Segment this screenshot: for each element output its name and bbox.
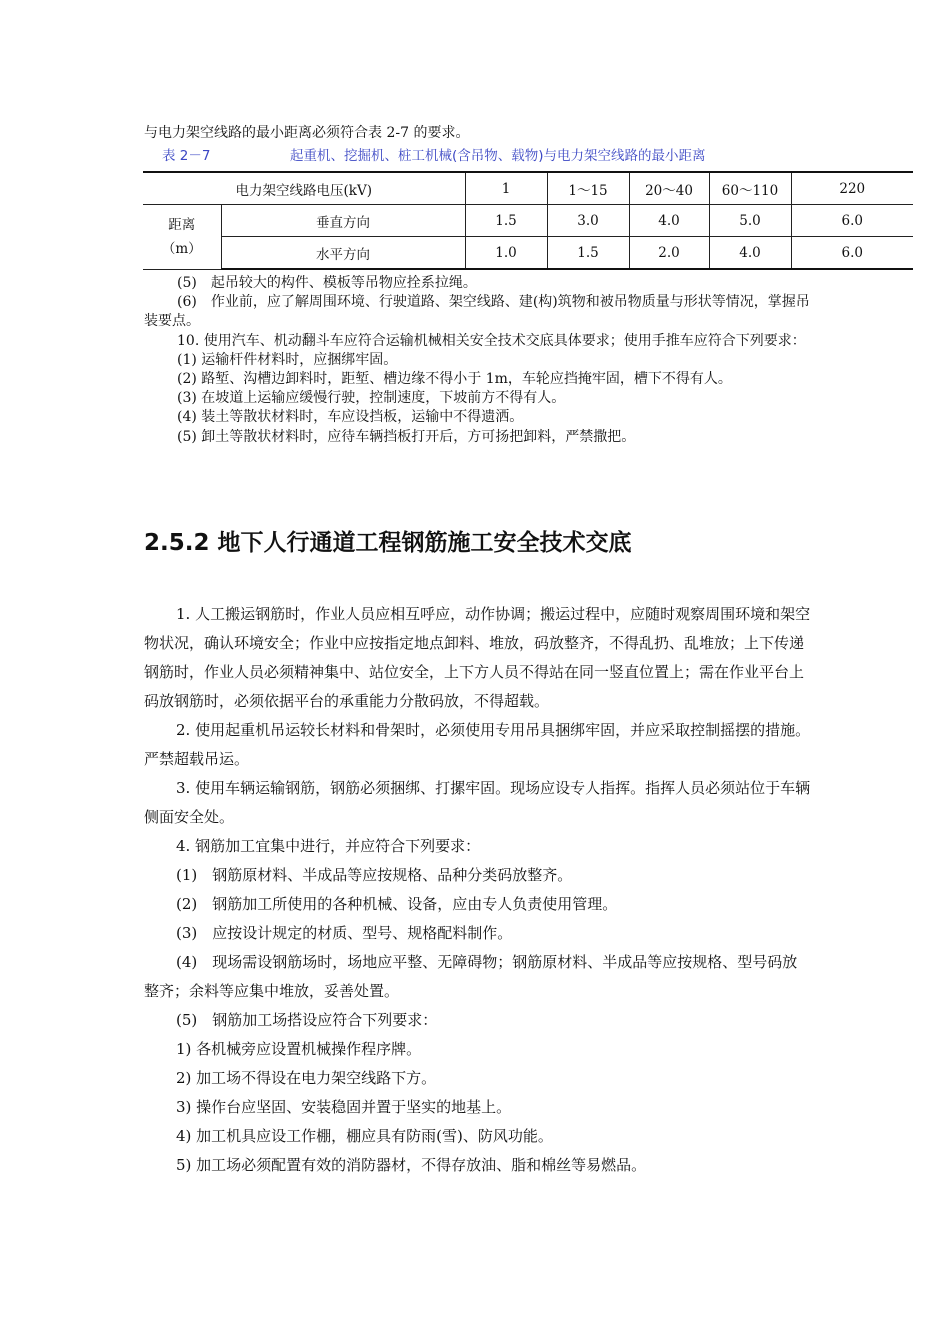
- table-row-horizontal: [143, 237, 913, 270]
- value-cell: 2.0: [629, 237, 709, 270]
- value-cell: 1.5: [465, 205, 547, 237]
- paragraph: (4) 现场需设钢筋场时，场地应平整、无障碍物；钢筋原材料、半成品等应按规格、型号码放整齐；余料等应集中堆放，妥善处置。: [144, 953, 798, 1000]
- value-cell: 4.0: [629, 205, 709, 237]
- table-row-vertical: [143, 205, 913, 237]
- min-distance-table: [143, 171, 913, 270]
- value-cell: 6.0: [791, 205, 913, 237]
- paragraph: (5) 起吊较大的构件、模板等吊物应拴系拉绳。: [177, 275, 477, 291]
- voltage-header-cell: 电力架空线路电压(kV): [143, 172, 465, 205]
- paragraph: 2. 使用起重机吊运较长材料和骨架时，必须使用专用吊具捆绑牢固，并应采取控制摇摆的措施。严禁超载吊运。: [144, 721, 811, 768]
- voltage-cell: 1～15: [547, 172, 629, 205]
- paragraph: 4. 钢筋加工宜集中进行，并应符合下列要求：: [176, 837, 481, 855]
- paragraph: 1) 各机械旁应设置机械操作程序牌。: [176, 1040, 422, 1058]
- table-caption-number: 表 2－7: [162, 148, 211, 164]
- voltage-cell: 60～110: [709, 172, 791, 205]
- value-cell: 4.0: [709, 237, 791, 270]
- paragraph: (6) 作业前，应了解周围环境、行驶道路、架空线路、建(构)筑物和被吊物质量与形状等情况，掌握吊装要点。: [144, 294, 810, 330]
- section-heading: 2.5.2 地下人行通道工程钢筋施工安全技术交底: [144, 530, 632, 556]
- value-cell: 3.0: [547, 205, 629, 237]
- paragraph: 10. 使用汽车、机动翻斗车应符合运输机械相关安全技术交底具体要求；使用手推车应符合下列要求：: [177, 332, 806, 349]
- rebar-safety-rules: [144, 600, 812, 1180]
- paragraph: (2) 路堑、沟槽边卸料时，距堑、槽边缘不得小于 1m，车轮应挡掩牢固，槽下不得有人。: [177, 371, 732, 388]
- value-cell: 1.0: [465, 237, 547, 270]
- paragraph: (1) 钢筋原材料、半成品等应按规格、品种分类码放整齐。: [176, 866, 573, 884]
- distance-label: 距离: [168, 216, 196, 233]
- vertical-label-cell: 垂直方向: [221, 205, 465, 237]
- table-header-row: [143, 172, 913, 205]
- paragraph: (5) 钢筋加工场搭设应符合下列要求：: [176, 1011, 438, 1029]
- voltage-cell: 220: [791, 172, 913, 205]
- value-cell: 1.5: [547, 237, 629, 270]
- table-caption: [162, 144, 782, 164]
- paragraph: 5) 加工场必须配置有效的消防器材，不得存放油、脂和棉丝等易燃品。: [176, 1156, 647, 1174]
- paragraph: (5) 卸土等散状材料时，应待车辆挡板打开后，方可扬把卸料，严禁撒把。: [177, 428, 636, 445]
- table-caption-title: 起重机、挖掘机、桩工机械(含吊物、载物)与电力架空线路的最小距离: [290, 148, 706, 164]
- paragraph: 1. 人工搬运钢筋时，作业人员应相互呼应，动作协调；搬运过程中，应随时观察周围环境和架空物状况，确认环境安全；作业中应按指定地点卸料、堆放，码放整齐，不得乱扔、乱堆放；上下传递钢筋时，作业人员必须精神集中、站位安全，上下方人员不得站在同一竖直位置上；需在作业平台上码放钢筋时，必须依据平台的承重能力分散码放，不得超载。: [144, 605, 811, 710]
- paragraph: (3) 应按设计规定的材质、型号、规格配料制作。: [176, 924, 513, 942]
- paragraph: (2) 钢筋加工所使用的各种机械、设备，应由专人负责使用管理。: [176, 895, 618, 913]
- horizontal-label-cell: 水平方向: [221, 237, 465, 270]
- unit-label: （m）: [161, 240, 202, 257]
- value-cell: 5.0: [709, 205, 791, 237]
- paragraph: 3) 操作台应坚固、安装稳固并置于坚实的地基上。: [176, 1098, 512, 1116]
- paragraph: 3. 使用车辆运输钢筋，钢筋必须捆绑、打摞牢固。现场应设专人指挥。指挥人员必须站位于车辆侧面安全处。: [144, 779, 811, 826]
- value-cell: 6.0: [791, 237, 913, 270]
- paragraph: (4) 装土等散状材料时，车应设挡板，运输中不得遗洒。: [177, 409, 524, 426]
- paragraph: (3) 在坡道上运输应缓慢行驶，控制速度，下坡前方不得有人。: [177, 390, 566, 407]
- paragraph: 4) 加工机具应设工作棚，棚应具有防雨(雪)、防风功能。: [176, 1127, 553, 1145]
- paragraph: (1) 运输杆件材料时，应捆绑牢固。: [177, 351, 398, 368]
- intro-line: 与电力架空线路的最小距离必须符合表 2-7 的要求。: [144, 125, 470, 141]
- voltage-cell: 20～40: [629, 172, 709, 205]
- crane-and-cart-rules: [144, 274, 814, 447]
- paragraph: 2) 加工场不得设在电力架空线路下方。: [176, 1069, 437, 1087]
- distance-label-cell: [143, 205, 221, 270]
- voltage-cell: 1: [465, 172, 547, 205]
